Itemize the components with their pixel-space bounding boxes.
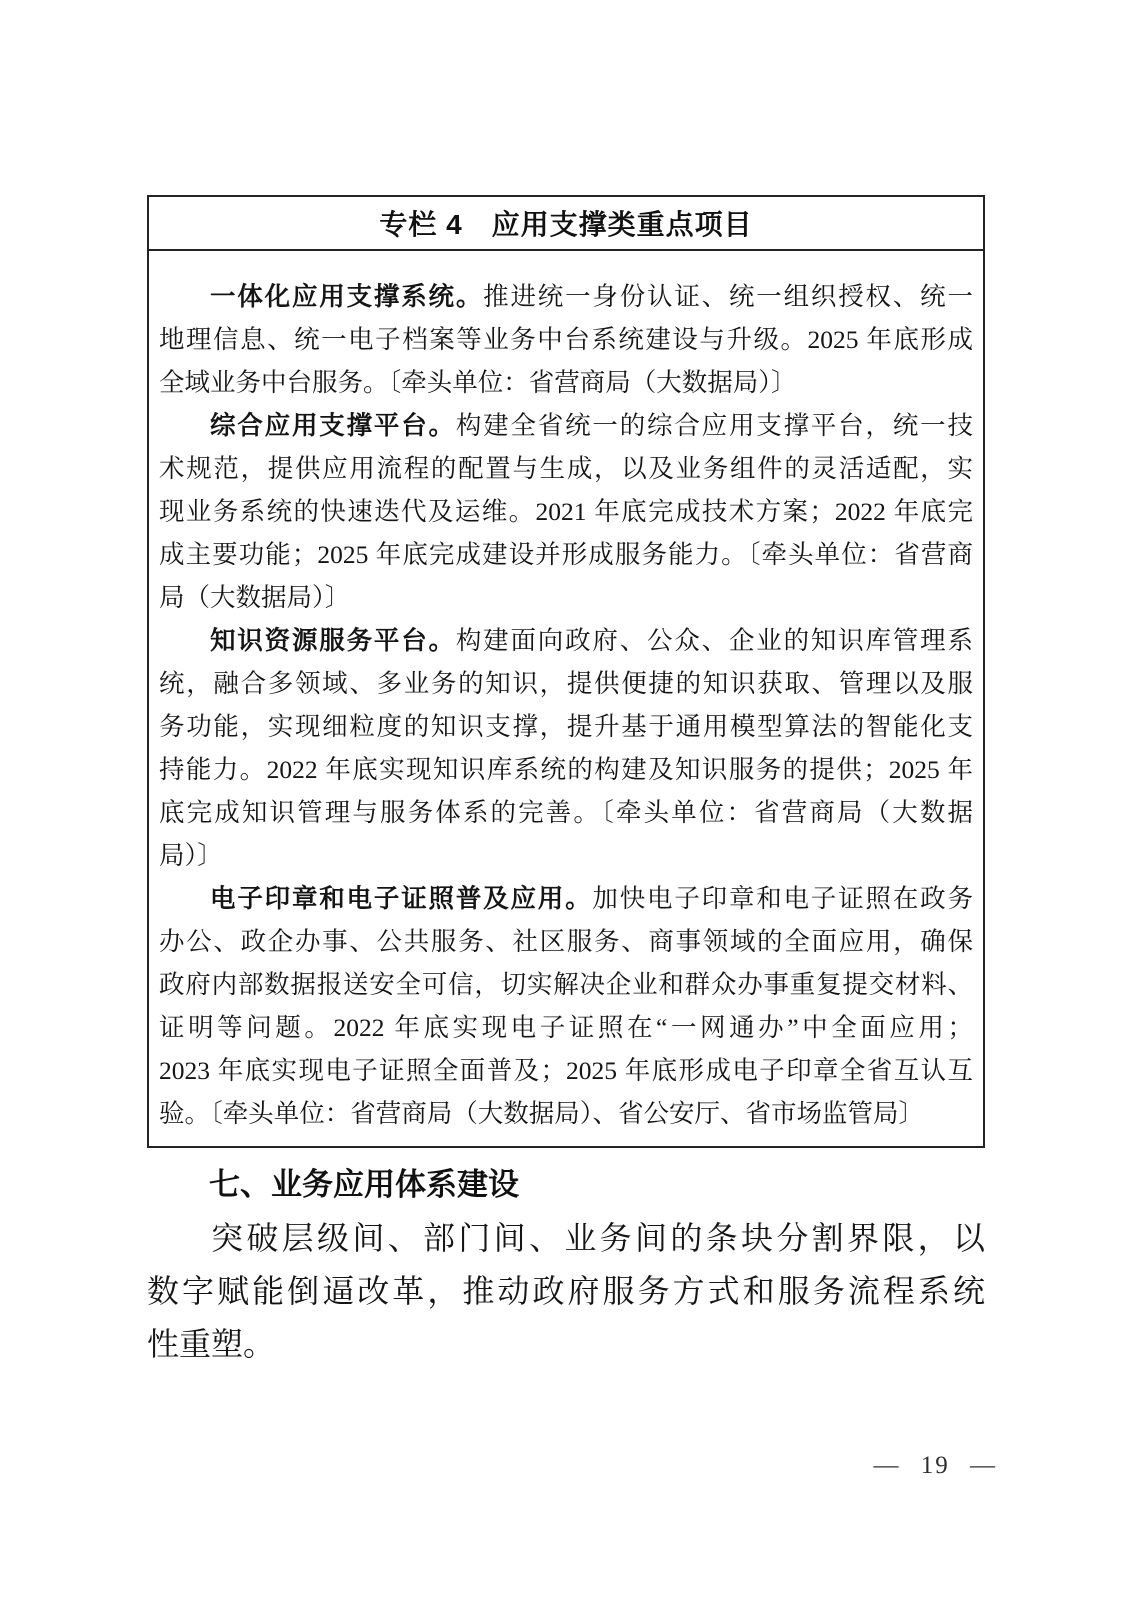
line-text: 政府内部数据报送安全可信，切实解决企业和群众办事重复提交材料、 xyxy=(159,970,973,999)
line-text: 术规范，提供应用流程的配置与生成，以及业务组件的灵活适配，实 xyxy=(159,454,973,483)
line-text: 现业务系统的快速迭代及运维。2021 年底完成技术方案；2022 年底完 xyxy=(159,497,973,526)
line-text: 局）〕 xyxy=(159,841,223,870)
paragraph-lead: 电子印章和电子证照普及应用。 xyxy=(210,884,593,913)
box-text-line xyxy=(159,361,973,404)
box-text-line xyxy=(159,318,973,361)
box-text-line xyxy=(159,619,973,662)
box-text-line xyxy=(159,275,973,318)
line-text: 成主要功能；2025 年底完成建设并形成服务能力。〔牵头单位：省营商 xyxy=(159,540,973,569)
line-text: 统，融合多领域、多业务的知识，提供便捷的知识获取、管理以及服 xyxy=(159,669,973,698)
box-text-line xyxy=(159,705,973,748)
box-text-line xyxy=(159,662,973,705)
line-text: 全域业务中台服务。〔牵头单位：省营商局（大数据局）〕 xyxy=(159,368,797,397)
box-text-line xyxy=(159,447,973,490)
box-text-line xyxy=(159,404,973,447)
line-text: 办公、政企办事、公共服务、社区服务、商事领域的全面应用，确保 xyxy=(159,927,973,956)
line-text: 务功能，实现细粒度的知识支撑，提升基于通用模型算法的智能化支 xyxy=(159,712,973,741)
paragraph-lead: 综合应用支撑平台。 xyxy=(210,411,456,440)
line-text: 底完成知识管理与服务体系的完善。〔牵头单位：省营商局（大数据 xyxy=(159,798,973,827)
line-text: 性重塑。 xyxy=(147,1326,276,1362)
line-text: 2023 年底实现电子证照全面普及；2025 年底形成电子印章全省互认互 xyxy=(159,1056,973,1085)
box-text-line xyxy=(159,963,973,1006)
line-text: 构建全省统一的综合应用支撑平台，统一技 xyxy=(455,411,973,440)
column-box-title-text: 专栏 4 应用支撑类重点项目 xyxy=(379,209,753,240)
line-text: 推进统一身份认证、统一组织授权、统一 xyxy=(483,282,973,311)
column-box-body xyxy=(149,251,983,1135)
line-text: 数字赋能倒逼改革，推动政府服务方式和服务流程系统 xyxy=(147,1273,985,1309)
box-text-line xyxy=(159,1049,973,1092)
section-heading xyxy=(147,1166,985,1204)
section-text-line xyxy=(147,1318,985,1371)
box-text-line xyxy=(159,490,973,533)
line-text: 地理信息、统一电子档案等业务中台系统建设与升级。2025 年底形成 xyxy=(159,325,973,354)
box-text-line xyxy=(159,877,973,920)
project-column-box xyxy=(147,195,985,1148)
section-heading-text: 七、业务应用体系建设 xyxy=(209,1167,519,1202)
box-text-line xyxy=(159,834,973,877)
section-text-line xyxy=(147,1265,985,1318)
line-text: 突破层级间、部门间、业务间的条块分割界限，以 xyxy=(211,1220,985,1256)
line-text: 加快电子印章和电子证照在政务 xyxy=(592,884,973,913)
column-box-title xyxy=(149,197,983,251)
box-text-line xyxy=(159,1092,973,1135)
paragraph-lead: 知识资源服务平台。 xyxy=(210,626,456,655)
section-paragraph xyxy=(147,1212,985,1371)
box-text-line xyxy=(159,748,973,791)
page-number-text: — 19 — xyxy=(873,1452,997,1479)
box-text-line xyxy=(159,533,973,576)
box-text-line xyxy=(159,1006,973,1049)
section-text-line xyxy=(147,1212,985,1265)
page-number xyxy=(833,1424,997,1480)
line-text: 验。〔牵头单位：省营商局（大数据局）、省公安厅、省市场监管局〕 xyxy=(159,1099,925,1128)
box-text-line xyxy=(159,576,973,619)
line-text: 持能力。2022 年底实现知识库系统的构建及知识服务的提供；2025 年 xyxy=(159,755,973,784)
box-text-line xyxy=(159,791,973,834)
line-text: 局（大数据局）〕 xyxy=(159,583,351,612)
line-text: 构建面向政府、公众、企业的知识库管理系 xyxy=(455,626,973,655)
box-text-line xyxy=(159,920,973,963)
line-text: 证明等问题。2022 年底实现电子证照在“一网通办”中全面应用； xyxy=(159,1013,973,1042)
paragraph-lead: 一体化应用支撑系统。 xyxy=(210,282,484,311)
